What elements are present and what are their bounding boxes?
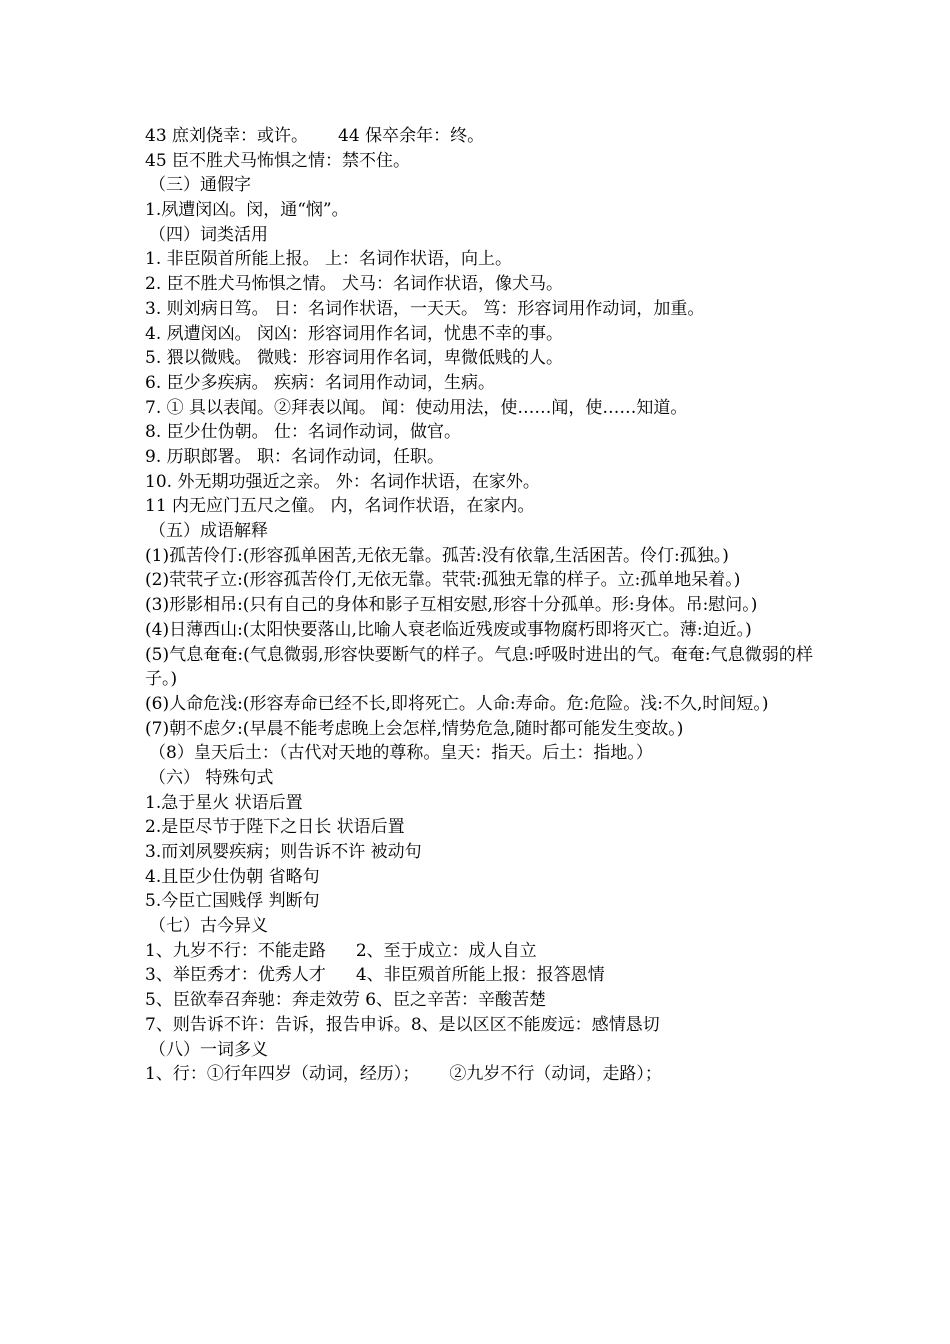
text-line: 10. 外无期功强近之亲。 外：名词作状语，在家外。 [145, 471, 540, 492]
document-body [145, 124, 813, 1087]
text-segment: 4、非臣殒首所能上报：报答恩情 [355, 965, 605, 986]
text-segment: 44 保卒余年：终。 [338, 126, 485, 146]
text-segment: 1、九岁不行：不能走路 [145, 940, 326, 961]
idiom-entry: (4)日薄西山:(太阳快要落山,比喻人衰老临近残废或事物腐朽即将灭亡。薄:迫近。) [145, 619, 752, 640]
section-heading: （七）古今异义 [149, 916, 268, 937]
text-line: 9. 历职郎署。 职：名词作动词，任职。 [145, 446, 445, 467]
section-heading: （四）词类活用 [149, 224, 268, 245]
text-line: 3.而刘夙婴疾病；则告诉不许 被动句 [145, 842, 422, 863]
text-segment: 3、举臣秀才：优秀人才 [145, 965, 326, 986]
text-segment: ②九岁不行（动词，走路）； [449, 1064, 662, 1085]
idiom-entry: (3)形影相吊:(只有自己的身体和影子互相安慰,形容十分孤单。形:身体。吊:慰问。) [145, 595, 758, 616]
section-heading: （八）一词多义 [149, 1039, 268, 1060]
idiom-entry: （8）皇天后土：（古代对天地的尊称。皇天：指天。后土：指地。） [149, 743, 653, 764]
section-heading: （三）通假字 [149, 175, 251, 196]
text-segment: 2、至于成立：成人自立 [355, 940, 537, 961]
idiom-entry: (6)人命危浅:(形容寿命已经不长,即将死亡。人命:寿命。危:危险。浅:不久,时间短。) [145, 693, 769, 714]
text-line: 11 内无应门五尺之僮。 内，名词作状语，在家内。 [145, 496, 535, 517]
text-line [145, 1062, 813, 1087]
idiom-entry: (1)孤苦伶仃:(形容孤单困苦,无依无靠。孤苦:没有依靠,生活困苦。伶仃:孤独。) [145, 545, 729, 566]
text-line: 1. 非臣陨首所能上报。 上：名词作状语，向上。 [145, 249, 513, 270]
text-line [145, 124, 813, 149]
text-line: 45 臣不胜犬马怖惧之情：禁不住。 [145, 150, 411, 171]
text-line: 5. 猥以微贱。 微贱：形容词用作名词，卑微低贱的人。 [145, 348, 564, 369]
text-line: 2. 臣不胜犬马怖惧之情。 犬马：名词作状语，像犬马。 [145, 274, 564, 295]
text-line: 1.夙遭闵凶。闵，通“悯”。 [145, 200, 349, 221]
text-line [145, 963, 813, 988]
text-line: 7、则告诉不许：告诉，报告申诉。8、是以区区不能废远：感情恳切 [145, 1014, 660, 1035]
idiom-entry: (5)气息奄奄:(气息微弱,形容快要断气的样子。气息:呼吸时进出的气。奄奄:气息微弱的样子。) [145, 644, 813, 690]
idiom-entry: (7)朝不虑夕:(早晨不能考虑晚上会怎样,情势危急,随时都可能发生变故。) [145, 718, 684, 739]
text-line: 5.今臣亡国贱俘 判断句 [145, 891, 320, 912]
section-heading: （六） 特殊句式 [149, 767, 274, 788]
text-line: 4. 夙遭闵凶。 闵凶：形容词用作名词，忧患不幸的事。 [145, 323, 564, 344]
text-segment: 43 庶刘侥幸：或许。 [145, 126, 309, 146]
text-line [145, 939, 813, 964]
idiom-entry: (2)茕茕孑立:(形容孤苦伶仃,无依无靠。茕茕:孤独无靠的样子。立:孤单地呆着。) [145, 570, 741, 591]
text-line: 1.急于星火 状语后置 [145, 792, 303, 813]
section-heading: （五）成语解释 [149, 521, 268, 541]
text-line: 8. 臣少仕伪朝。 仕：名词作动词，做官。 [145, 422, 462, 443]
text-line: 4.且臣少仕伪朝 省略句 [145, 866, 320, 887]
text-line: 7. ① 具以表闻。②拜表以闻。 闻：使动用法，使……闻，使……知道。 [145, 397, 688, 418]
text-line: 6. 臣少多疾病。 疾病：名词用作动词，生病。 [145, 372, 496, 393]
text-segment: 1、行：①行年四岁（动词，经历）； [145, 1064, 420, 1085]
text-line: 3. 则刘病日笃。 日：名词作状语，一天天。 笃：形容词用作动词，加重。 [145, 298, 705, 319]
text-line: 5、臣欲奉召奔驰：奔走效劳 6、臣之辛苦：辛酸苦楚 [145, 990, 547, 1011]
text-line: 2.是臣尽节于陛下之日长 状语后置 [145, 817, 405, 838]
